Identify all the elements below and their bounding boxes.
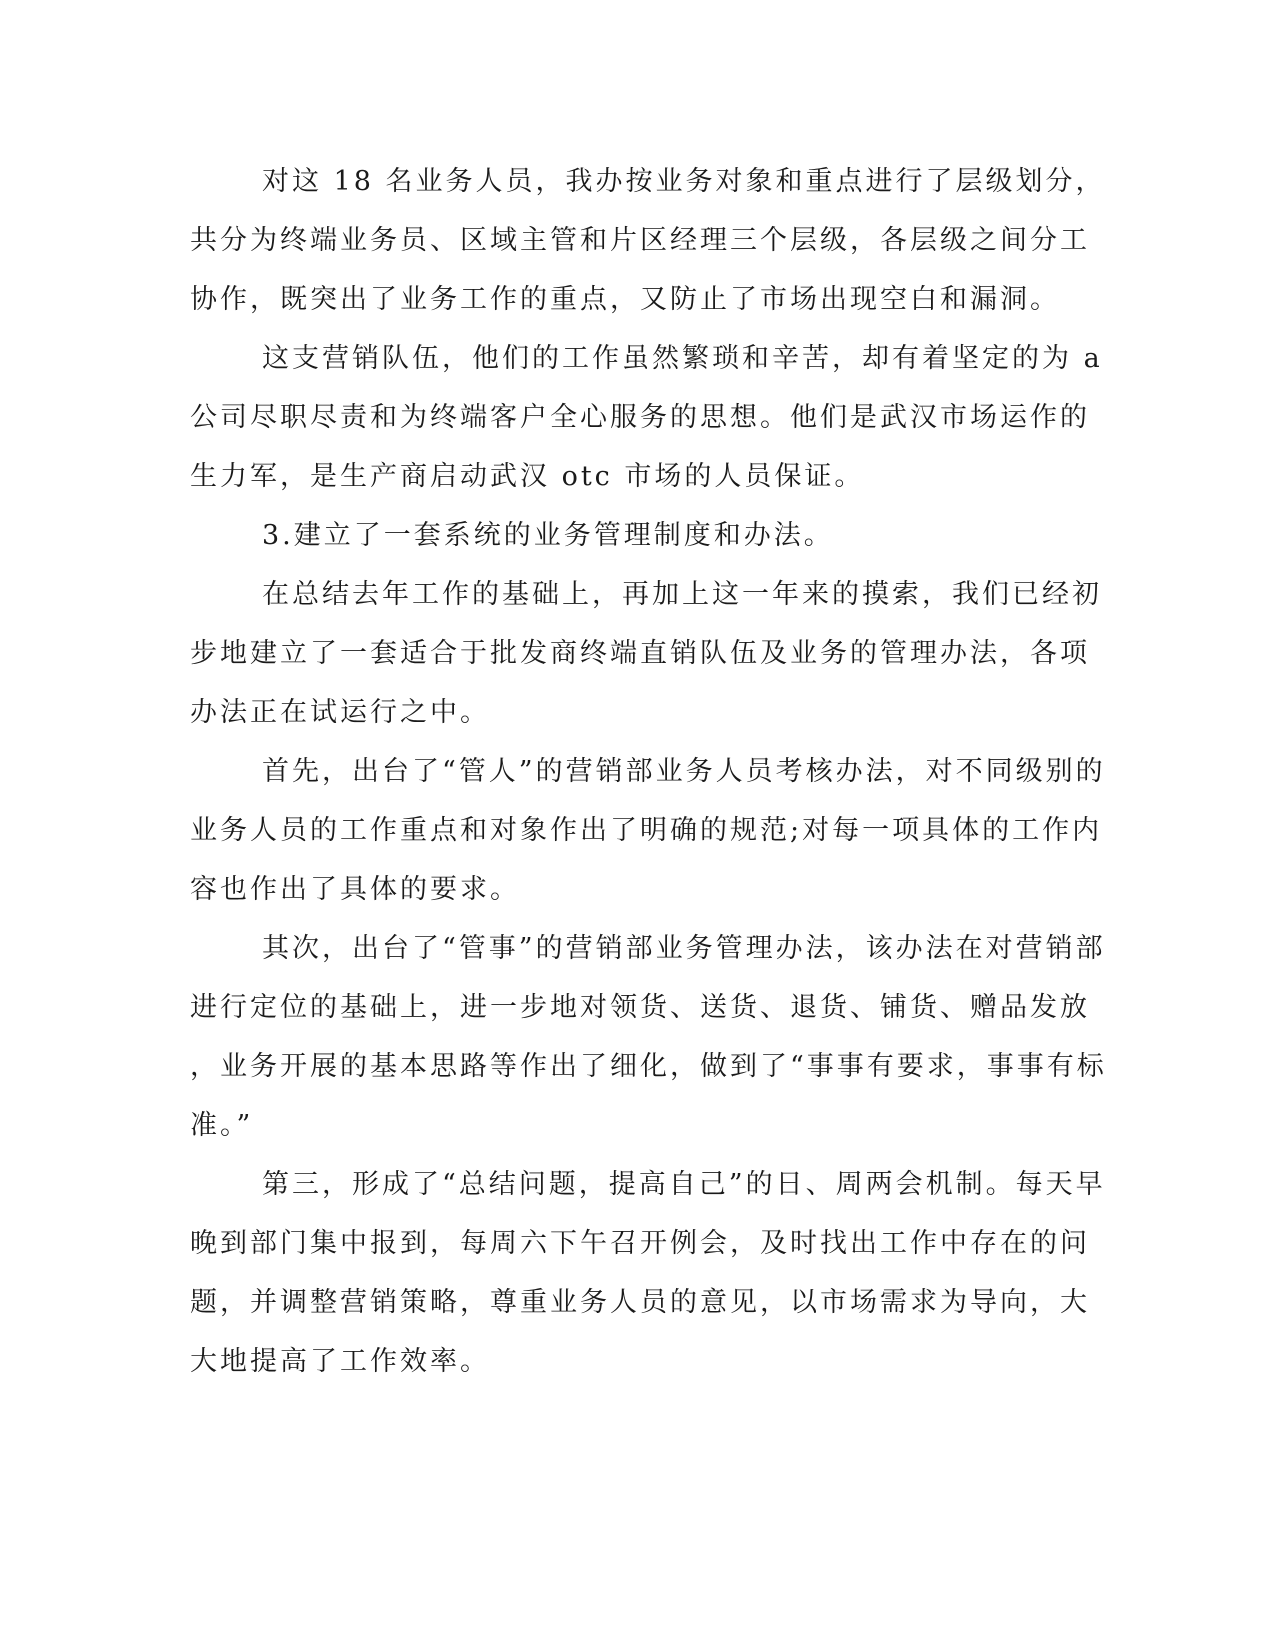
text-line: 生力军，是生产商启动武汉 otc 市场的人员保证。: [190, 461, 865, 492]
text-line: 3.建立了一套系统的业务管理制度和办法。: [262, 520, 834, 551]
text-line: 进行定位的基础上，进一步地对领货、送货、退货、铺货、赠品发放: [190, 992, 1090, 1023]
text-line: 题，并调整营销策略，尊重业务人员的意见，以市场需求为导向，大: [190, 1287, 1090, 1318]
text-line: 业务人员的工作重点和对象作出了明确的规范;对每一项具体的工作内: [190, 815, 1103, 846]
text-line: 这支营销队伍，他们的工作虽然繁琐和辛苦，却有着坚定的为 a: [262, 343, 1103, 374]
text-line: 第三，形成了“总结问题，提高自己”的日、周两会机制。每天早: [262, 1169, 1106, 1200]
text-line: 对这 18 名业务人员，我办按业务对象和重点进行了层级划分，: [262, 166, 1106, 197]
text-line: 其次，出台了“管事”的营销部业务管理办法，该办法在对营销部: [262, 933, 1106, 964]
text-line: 晚到部门集中报到，每周六下午召开例会，及时找出工作中存在的问: [190, 1228, 1090, 1259]
text-line: 大地提高了工作效率。: [190, 1346, 490, 1377]
text-line: 准。”: [190, 1110, 254, 1141]
text-line: 办法正在试运行之中。: [190, 697, 490, 728]
text-line: 首先，出台了“管人”的营销部业务人员考核办法，对不同级别的: [262, 756, 1106, 787]
text-line: 步地建立了一套适合于批发商终端直销队伍及业务的管理办法，各项: [190, 638, 1090, 669]
text-line: 公司尽职尽责和为终端客户全心服务的思想。他们是武汉市场运作的: [190, 402, 1090, 433]
text-line: ，业务开展的基本思路等作出了细化，做到了“事事有要求，事事有标: [190, 1051, 1107, 1082]
text-line: 在总结去年工作的基础上，再加上这一年来的摸索，我们已经初: [262, 579, 1102, 610]
text-line: 容也作出了具体的要求。: [190, 874, 520, 905]
text-line: 共分为终端业务员、区域主管和片区经理三个层级，各层级之间分工: [190, 225, 1090, 256]
text-line: 协作，既突出了业务工作的重点，又防止了市场出现空白和漏洞。: [190, 284, 1060, 315]
